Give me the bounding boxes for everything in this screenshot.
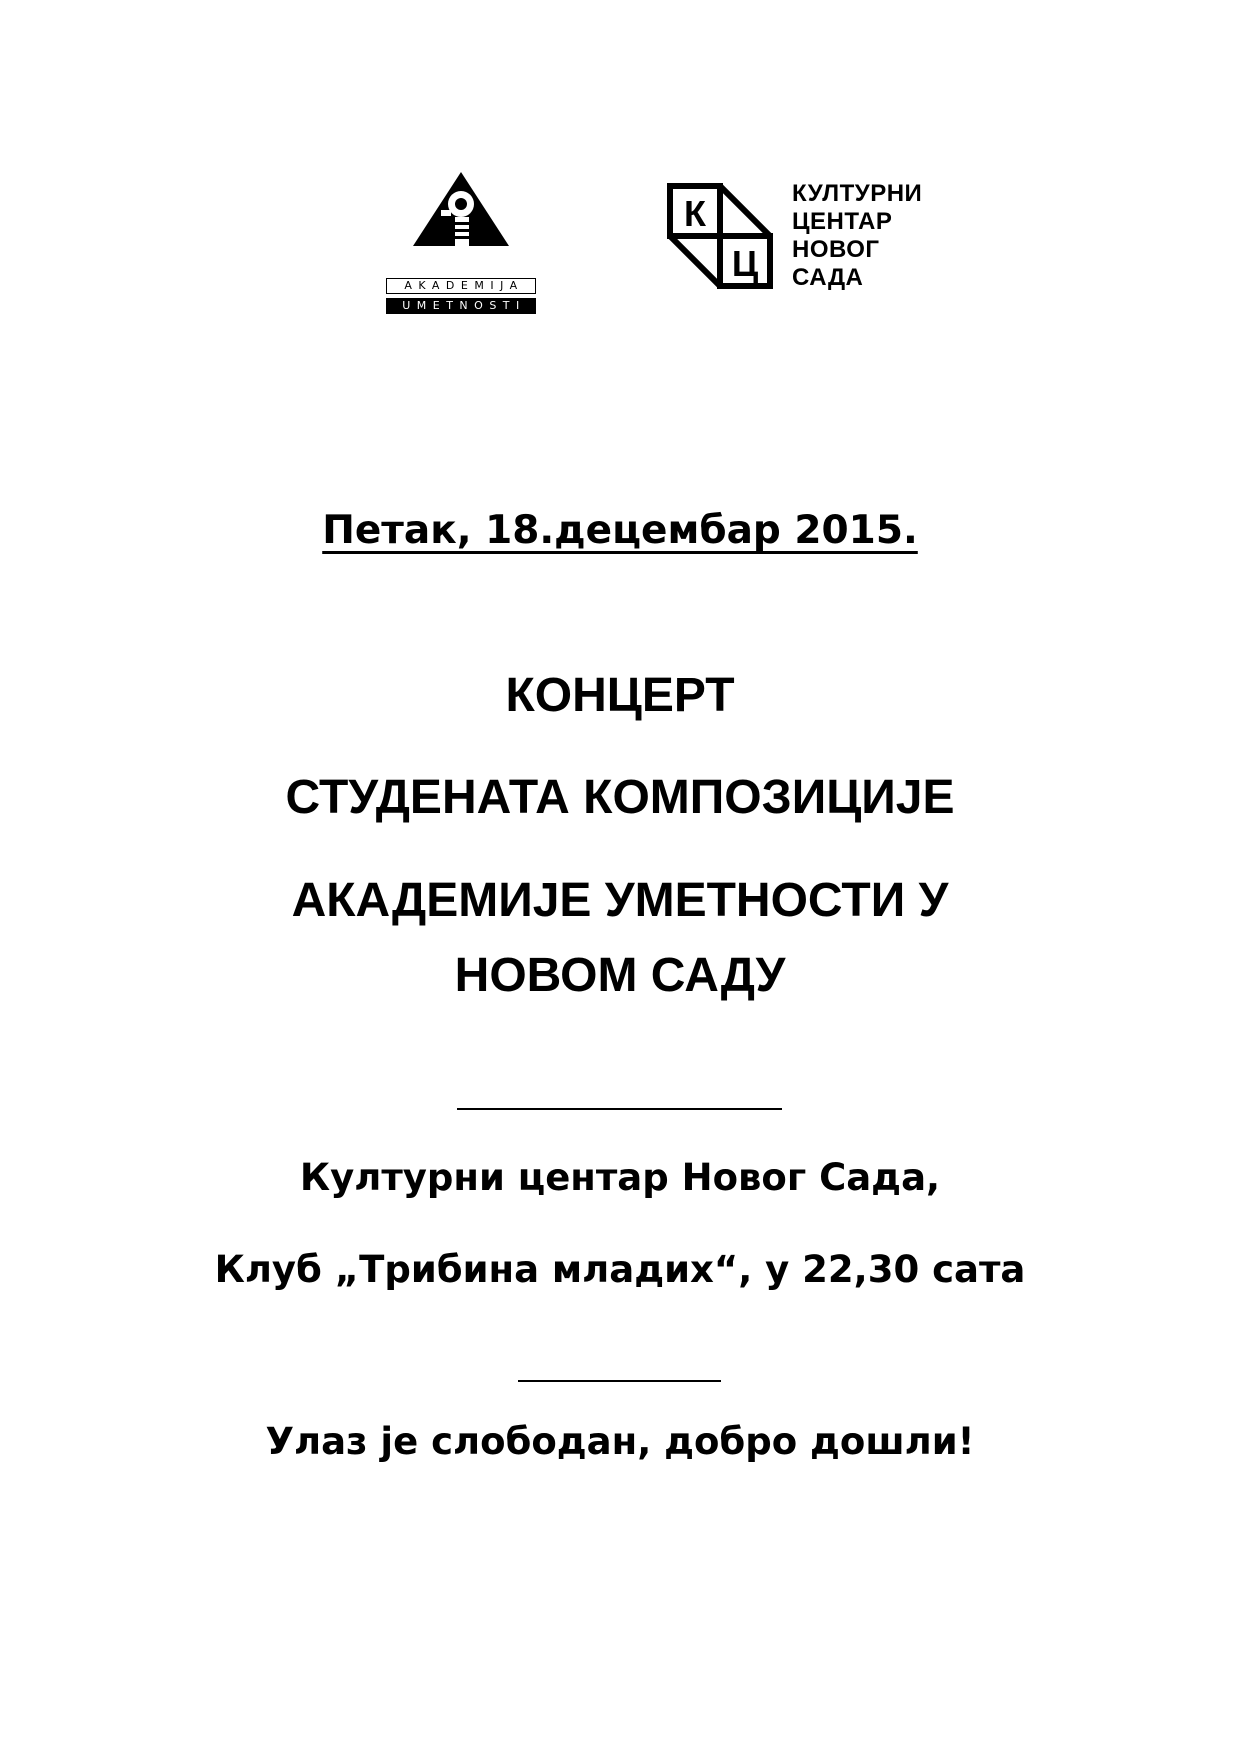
kc-text-line: КУЛТУРНИ (792, 180, 923, 207)
event-title-line-2: СТУДЕНАТА КОМПОЗИЦИЈЕ (285, 771, 955, 824)
event-admission: Улаз је слободан, добро дошли! (265, 1420, 975, 1463)
academy-logo-line1: AKADEMIJA (386, 278, 536, 294)
kc-text-line: САДА (792, 264, 864, 291)
cultural-center-name (792, 180, 922, 292)
academy-logo-line2: UMETNOSTI (386, 298, 536, 314)
kc-text-line: НОВОГ (792, 236, 880, 263)
divider-short (518, 1380, 721, 1382)
academy-triangle-icon (411, 170, 511, 274)
kc-letter-c: Ц (731, 243, 759, 284)
cultural-center-logo (664, 180, 944, 290)
event-title-line-1: КОНЦЕРТ (505, 669, 735, 722)
kc-blocks-icon (664, 180, 779, 290)
event-title-line-4: НОВОМ САДУ (454, 949, 786, 1002)
event-date: Петак, 18.децембар 2015. (322, 508, 918, 553)
academy-of-arts-logo (386, 170, 536, 320)
kc-text-line: ЦЕНТАР (792, 208, 893, 235)
event-club-time: Клуб „Трибина младих“, у 22,30 сата (214, 1248, 1026, 1291)
divider-long (457, 1108, 782, 1110)
kc-letter-k: К (684, 193, 706, 234)
event-title-line-3: АКАДЕМИЈЕ УМЕТНОСТИ У (291, 874, 949, 927)
event-venue: Културни центар Новог Сада, (299, 1156, 941, 1199)
